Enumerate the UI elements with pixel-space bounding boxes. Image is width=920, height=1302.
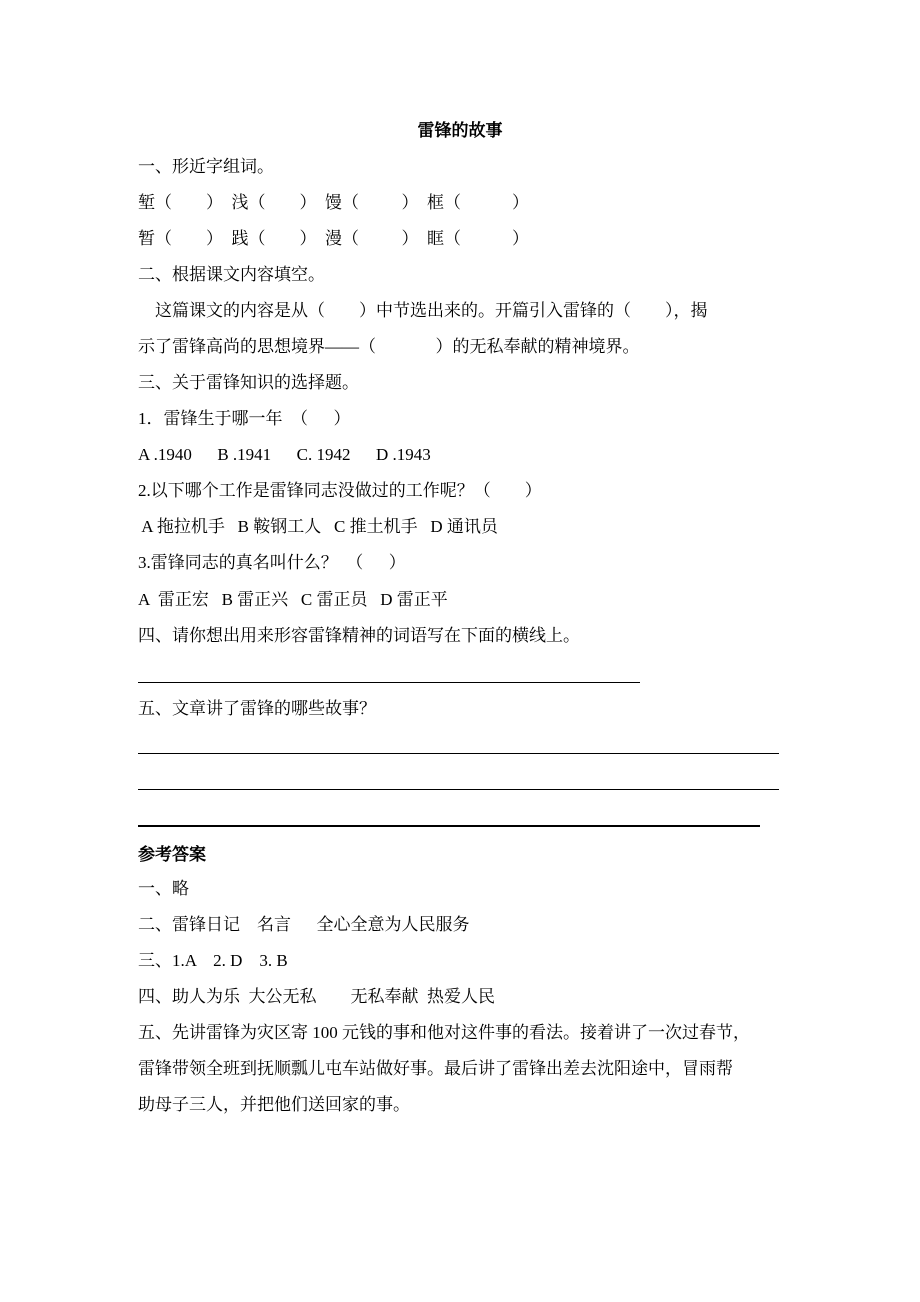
question-3: 3.雷锋同志的真名叫什么？ （ ） — [138, 553, 406, 572]
question-2-options: A 拖拉机手 B 鞍钢工人 C 推土机手 D 通讯员 — [138, 517, 498, 536]
answers-heading: 参考答案 — [138, 845, 206, 864]
section5-heading: 五、文章讲了雷锋的哪些故事？ — [138, 699, 376, 718]
answer-2: 二、雷锋日记 名言 全心全意为人民服务 — [138, 915, 470, 934]
section4-heading: 四、请你想出用来形容雷锋精神的词语写在下面的横线上。 — [138, 626, 580, 645]
answer-1: 一、略 — [138, 879, 189, 898]
answer-5-line1: 五、先讲雷锋为灾区寄 100 元钱的事和他对这件事的看法。接着讲了一次过春节， — [138, 1023, 750, 1042]
answer-line — [138, 682, 640, 683]
section2-line1: 这篇课文的内容是从（ ）中节选出来的。开篇引入雷锋的（ ），揭 — [138, 301, 708, 320]
page-title: 雷锋的故事 — [417, 121, 503, 140]
section2-line2: 示了雷锋高尚的思想境界——（ ）的无私奉献的精神境界。 — [138, 337, 640, 356]
answer-3: 三、1.A 2. D 3. B — [138, 951, 288, 970]
section1-heading: 一、形近字组词。 — [138, 157, 274, 176]
section2-heading: 二、根据课文内容填空。 — [138, 265, 325, 284]
answer-5-line2: 雷锋带领全班到抚顺瓢儿屯车站做好事。最后讲了雷锋出差去沈阳途中，冒雨帮 — [138, 1059, 733, 1078]
section3-heading: 三、关于雷锋知识的选择题。 — [138, 373, 359, 392]
question-1-options: A .1940 B .1941 C. 1942 D .1943 — [138, 445, 431, 464]
question-3-options: A 雷正宏 B 雷正兴 C 雷正员 D 雷正平 — [138, 590, 448, 609]
answer-line — [138, 753, 779, 754]
answer-5-line3: 助母子三人，并把他们送回家的事。 — [138, 1095, 410, 1114]
question-1: 1．雷锋生于哪一年 （ ） — [138, 409, 351, 428]
question-2: 2.以下哪个工作是雷锋同志没做过的工作呢？（ ） — [138, 481, 542, 500]
answer-line — [138, 789, 779, 790]
answer-line — [138, 825, 760, 827]
answer-4: 四、助人为乐 大公无私 无私奉献 热爱人民 — [138, 987, 495, 1006]
section1-row2: 暂（ ） 践（ ） 漫（ ） 眶（ ） — [138, 229, 529, 248]
section1-row1: 堑（ ） 浅（ ） 馒（ ） 框（ ） — [138, 193, 529, 212]
